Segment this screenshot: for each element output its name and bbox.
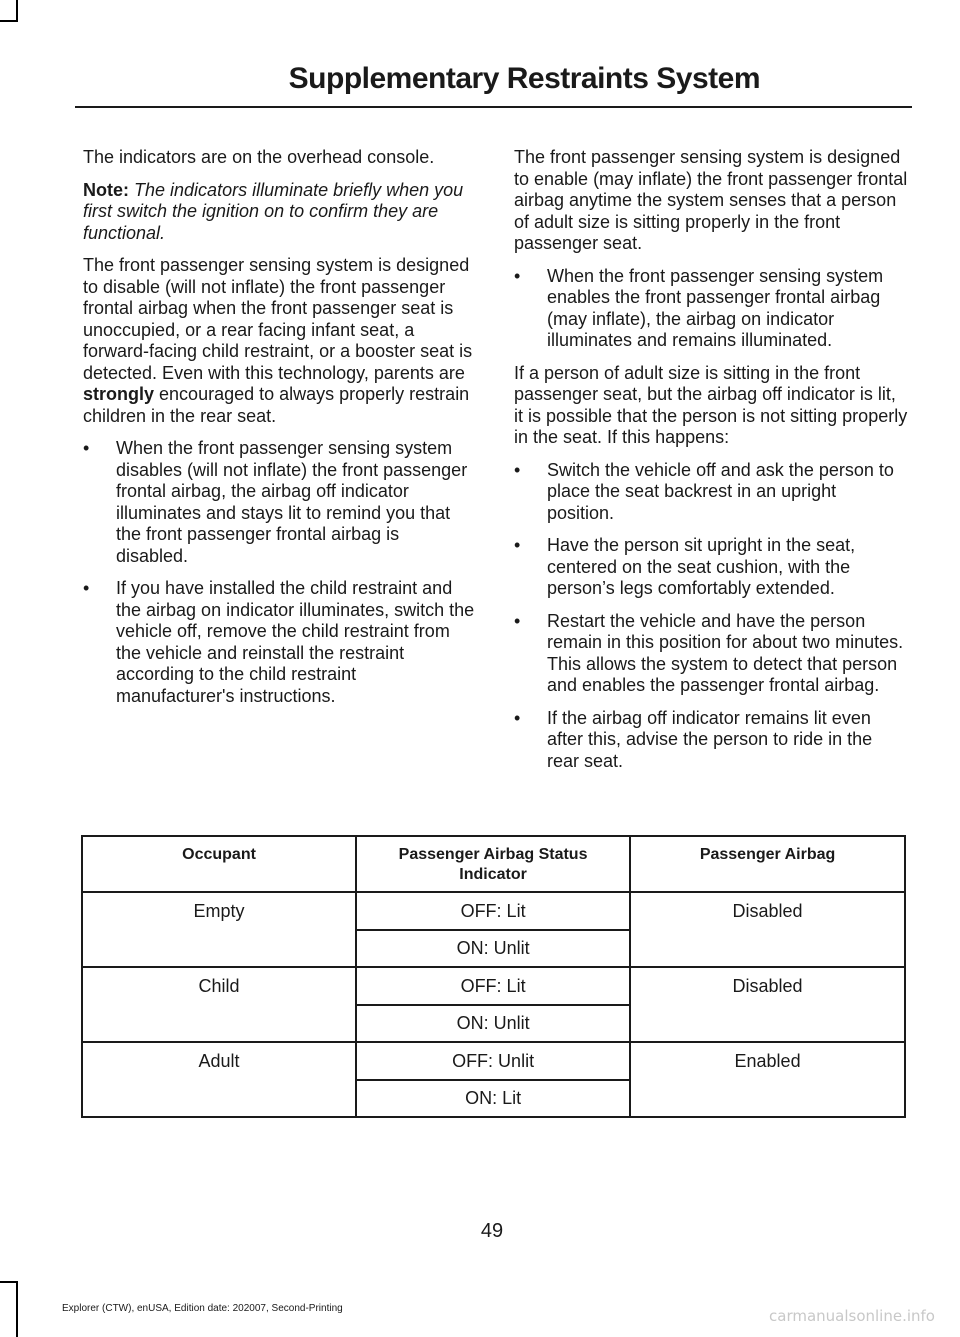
left-paragraph-2-start: The front passenger sensing system is designed to disable (will not inflate) the front passenger frontal airbag when the front passenger seat is unoccupied, or a rear facing infant seat, a forward-facing child restraint, or a booster seat is detected. Even with this technology, parents are <box>83 255 473 383</box>
edition-footer: Explorer (CTW), enUSA, Edition date: 202007, Second-Printing <box>62 1303 343 1314</box>
list-item-text: If the airbag off indicator remains lit even after this, advise the person to ride in the rear seat. <box>547 707 873 771</box>
right-bullet-list-a <box>514 266 908 352</box>
airbag-cell: Enabled <box>630 1042 905 1117</box>
page-title: Supplementary Restraints System <box>288 62 760 95</box>
crop-mark-bottom-left-vertical <box>16 1281 18 1337</box>
bullet-glyph: • <box>514 265 521 286</box>
table-row <box>82 1042 905 1080</box>
title-rule <box>75 106 912 108</box>
left-paragraph-1: The indicators are on the overhead console. <box>83 147 435 167</box>
airbag-cell: Disabled <box>630 967 905 1042</box>
right-paragraph-2: If a person of adult size is sitting in the front passenger seat, but the airbag off indicator is lit, it is possible that the person is not sitting properly in the seat. If this happens: <box>514 362 908 447</box>
list-item-text: When the front passenger sensing system disables (will not inflate) the front passenger frontal airbag, the airbag off indicator illuminates and stays lit to remind you that the front passenger frontal airbag is disabled. <box>116 438 468 566</box>
list-item-text: Have the person sit upright in the seat, centered on the seat cushion, with the person’s legs comfortably extended. <box>547 535 856 598</box>
table-row <box>82 967 905 1005</box>
occupant-cell: Adult <box>82 1042 356 1117</box>
note-text: The indicators illuminate briefly when you first switch the ignition on to confirm they are functional. <box>83 179 464 243</box>
bullet-glyph: • <box>83 438 90 458</box>
list-item <box>83 578 476 707</box>
header-occupant: Occupant <box>82 836 356 892</box>
indicator-cell: OFF: Lit <box>356 892 630 930</box>
list-item <box>514 535 908 600</box>
indicator-cell: ON: Unlit <box>356 1005 630 1042</box>
left-paragraph-2-end: encouraged to always properly restrain children in the rear seat. <box>83 384 470 426</box>
left-paragraph-2-emphasis: strongly <box>83 384 155 404</box>
header-status-indicator: Passenger Airbag Status Indicator <box>356 836 630 892</box>
left-column <box>83 147 476 718</box>
list-item <box>83 438 476 567</box>
bullet-glyph: • <box>514 707 521 728</box>
list-item-text: Restart the vehicle and have the person remain in this position for about two minutes. This allows the system to detect that person and enables the passenger frontal airbag. <box>547 610 904 695</box>
right-column <box>514 147 908 783</box>
bullet-glyph: • <box>514 459 521 480</box>
crop-mark-bottom-left-horizontal <box>0 1281 18 1283</box>
list-item <box>514 708 908 773</box>
airbag-cell: Disabled <box>630 892 905 967</box>
table-row <box>82 892 905 930</box>
airbag-status-table <box>81 835 906 1118</box>
indicator-cell: ON: Unlit <box>356 930 630 967</box>
list-item-text: If you have installed the child restraint and the airbag on indicator illuminates, switch the vehicle off, remove the child restraint from the vehicle and reinstall the restraint according to the child restraint manufacturer's instructions. <box>116 578 475 706</box>
crop-mark-top-left-vertical <box>16 0 18 22</box>
list-item-text: Switch the vehicle off and ask the person to place the seat backrest in an upright position. <box>547 459 894 523</box>
crop-mark-top-left-horizontal <box>0 20 18 22</box>
left-bullet-list <box>83 438 476 707</box>
list-item-text: When the front passenger sensing system enables the front passenger frontal airbag (may inflate), the airbag on indicator illuminates and remains illuminated. <box>547 265 884 350</box>
table-header-row <box>82 836 905 892</box>
list-item <box>514 611 908 697</box>
page-number: 49 <box>480 1220 504 1242</box>
list-item <box>514 460 908 525</box>
occupant-cell: Child <box>82 967 356 1042</box>
left-paragraph-2 <box>83 255 476 427</box>
bullet-glyph: • <box>83 578 90 598</box>
indicator-cell: ON: Lit <box>356 1080 630 1117</box>
header-passenger-airbag: Passenger Airbag <box>630 836 905 892</box>
right-paragraph-1: The front passenger sensing system is designed to enable (may inflate) the front passenger frontal airbag anytime the system senses that a person of adult size is sitting properly in the front passenger seat. <box>514 147 908 253</box>
bullet-glyph: • <box>514 535 521 555</box>
note-paragraph <box>83 180 476 245</box>
right-bullet-list-b <box>514 460 908 773</box>
indicator-cell: OFF: Lit <box>356 967 630 1005</box>
watermark: carmanualsonline.info <box>769 1307 935 1325</box>
bullet-glyph: • <box>514 610 521 631</box>
occupant-cell: Empty <box>82 892 356 967</box>
indicator-cell: OFF: Unlit <box>356 1042 630 1080</box>
note-label: Note: <box>83 179 129 200</box>
list-item <box>514 266 908 352</box>
